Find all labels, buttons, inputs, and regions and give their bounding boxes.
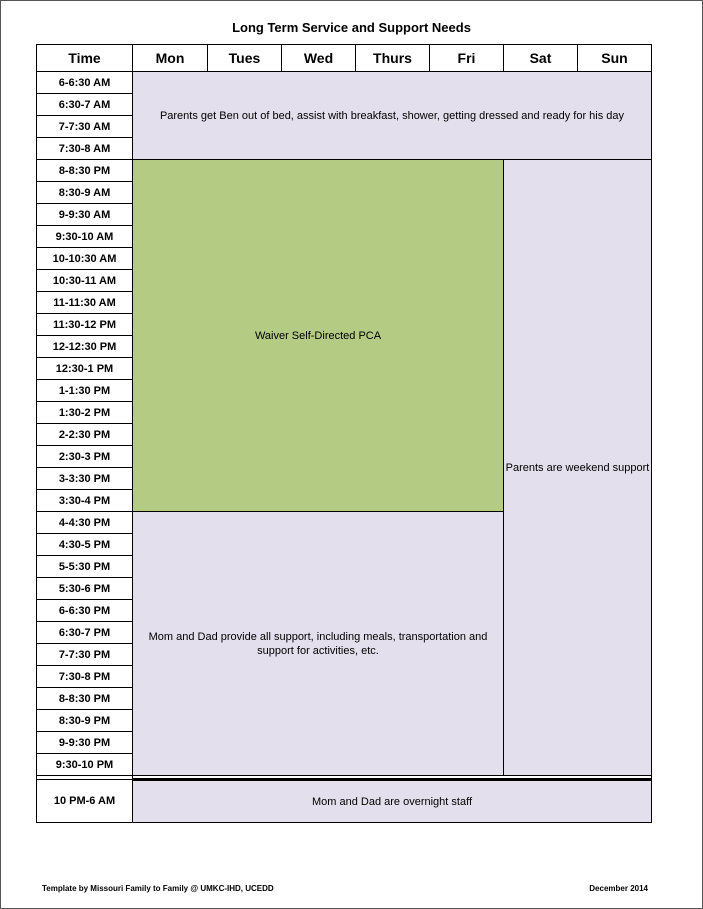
time-slot: 5-5:30 PM [37, 556, 133, 578]
time-slot: 10-10:30 AM [37, 248, 133, 270]
time-slot: 6:30-7 PM [37, 622, 133, 644]
time-slot: 8-8:30 PM [37, 688, 133, 710]
day-header-sat: Sat [504, 45, 578, 72]
footer-date: December 2014 [589, 884, 648, 893]
time-slot: 6-6:30 PM [37, 600, 133, 622]
time-slot: 10:30-11 AM [37, 270, 133, 292]
time-slot: 3-3:30 PM [37, 468, 133, 490]
day-header-fri: Fri [430, 45, 504, 72]
table-row [37, 72, 652, 94]
schedule-table [36, 44, 652, 823]
time-slot: 8-8:30 PM [37, 160, 133, 182]
day-header-wed: Wed [282, 45, 356, 72]
time-slot: 7:30-8 AM [37, 138, 133, 160]
day-header-mon: Mon [133, 45, 208, 72]
overnight-time-slot: 10 PM-6 AM [37, 780, 133, 823]
weekend-support-block: Parents are weekend support [504, 160, 652, 776]
time-slot: 2:30-3 PM [37, 446, 133, 468]
time-slot: 9-9:30 AM [37, 204, 133, 226]
time-slot: 3:30-4 PM [37, 490, 133, 512]
time-slot: 1-1:30 PM [37, 380, 133, 402]
time-slot: 9:30-10 PM [37, 754, 133, 776]
time-slot: 8:30-9 PM [37, 710, 133, 732]
overnight-block: Mom and Dad are overnight staff [133, 780, 652, 823]
time-slot: 7-7:30 PM [37, 644, 133, 666]
time-slot: 11:30-12 PM [37, 314, 133, 336]
time-slot: 12-12:30 PM [37, 336, 133, 358]
header-row [37, 45, 652, 72]
day-header-tues: Tues [208, 45, 282, 72]
time-slot: 5:30-6 PM [37, 578, 133, 600]
page-title: Long Term Service and Support Needs [232, 20, 471, 35]
morning-routine-block: Parents get Ben out of bed, assist with breakfast, shower, getting dressed and ready for his day [133, 72, 652, 160]
footer-credit: Template by Missouri Family to Family @ UMKC-IHD, UCEDD [42, 884, 274, 893]
time-slot: 11-11:30 AM [37, 292, 133, 314]
time-slot: 8:30-9 AM [37, 182, 133, 204]
time-slot: 1:30-2 PM [37, 402, 133, 424]
time-slot: 7-7:30 AM [37, 116, 133, 138]
day-header-thurs: Thurs [356, 45, 430, 72]
pca-block: Waiver Self-Directed PCA [133, 160, 504, 512]
day-header-sun: Sun [578, 45, 652, 72]
time-slot: 4:30-5 PM [37, 534, 133, 556]
time-header: Time [37, 45, 133, 72]
time-slot: 12:30-1 PM [37, 358, 133, 380]
time-slot: 2-2:30 PM [37, 424, 133, 446]
time-slot: 9:30-10 AM [37, 226, 133, 248]
overnight-row [37, 780, 652, 823]
evening-support-block: Mom and Dad provide all support, including meals, transportation and support for activities, etc. [133, 512, 504, 776]
time-slot: 6:30-7 AM [37, 94, 133, 116]
table-row [37, 160, 652, 182]
time-slot: 9-9:30 PM [37, 732, 133, 754]
time-slot: 4-4:30 PM [37, 512, 133, 534]
time-slot: 7:30-8 PM [37, 666, 133, 688]
time-slot: 6-6:30 AM [37, 72, 133, 94]
